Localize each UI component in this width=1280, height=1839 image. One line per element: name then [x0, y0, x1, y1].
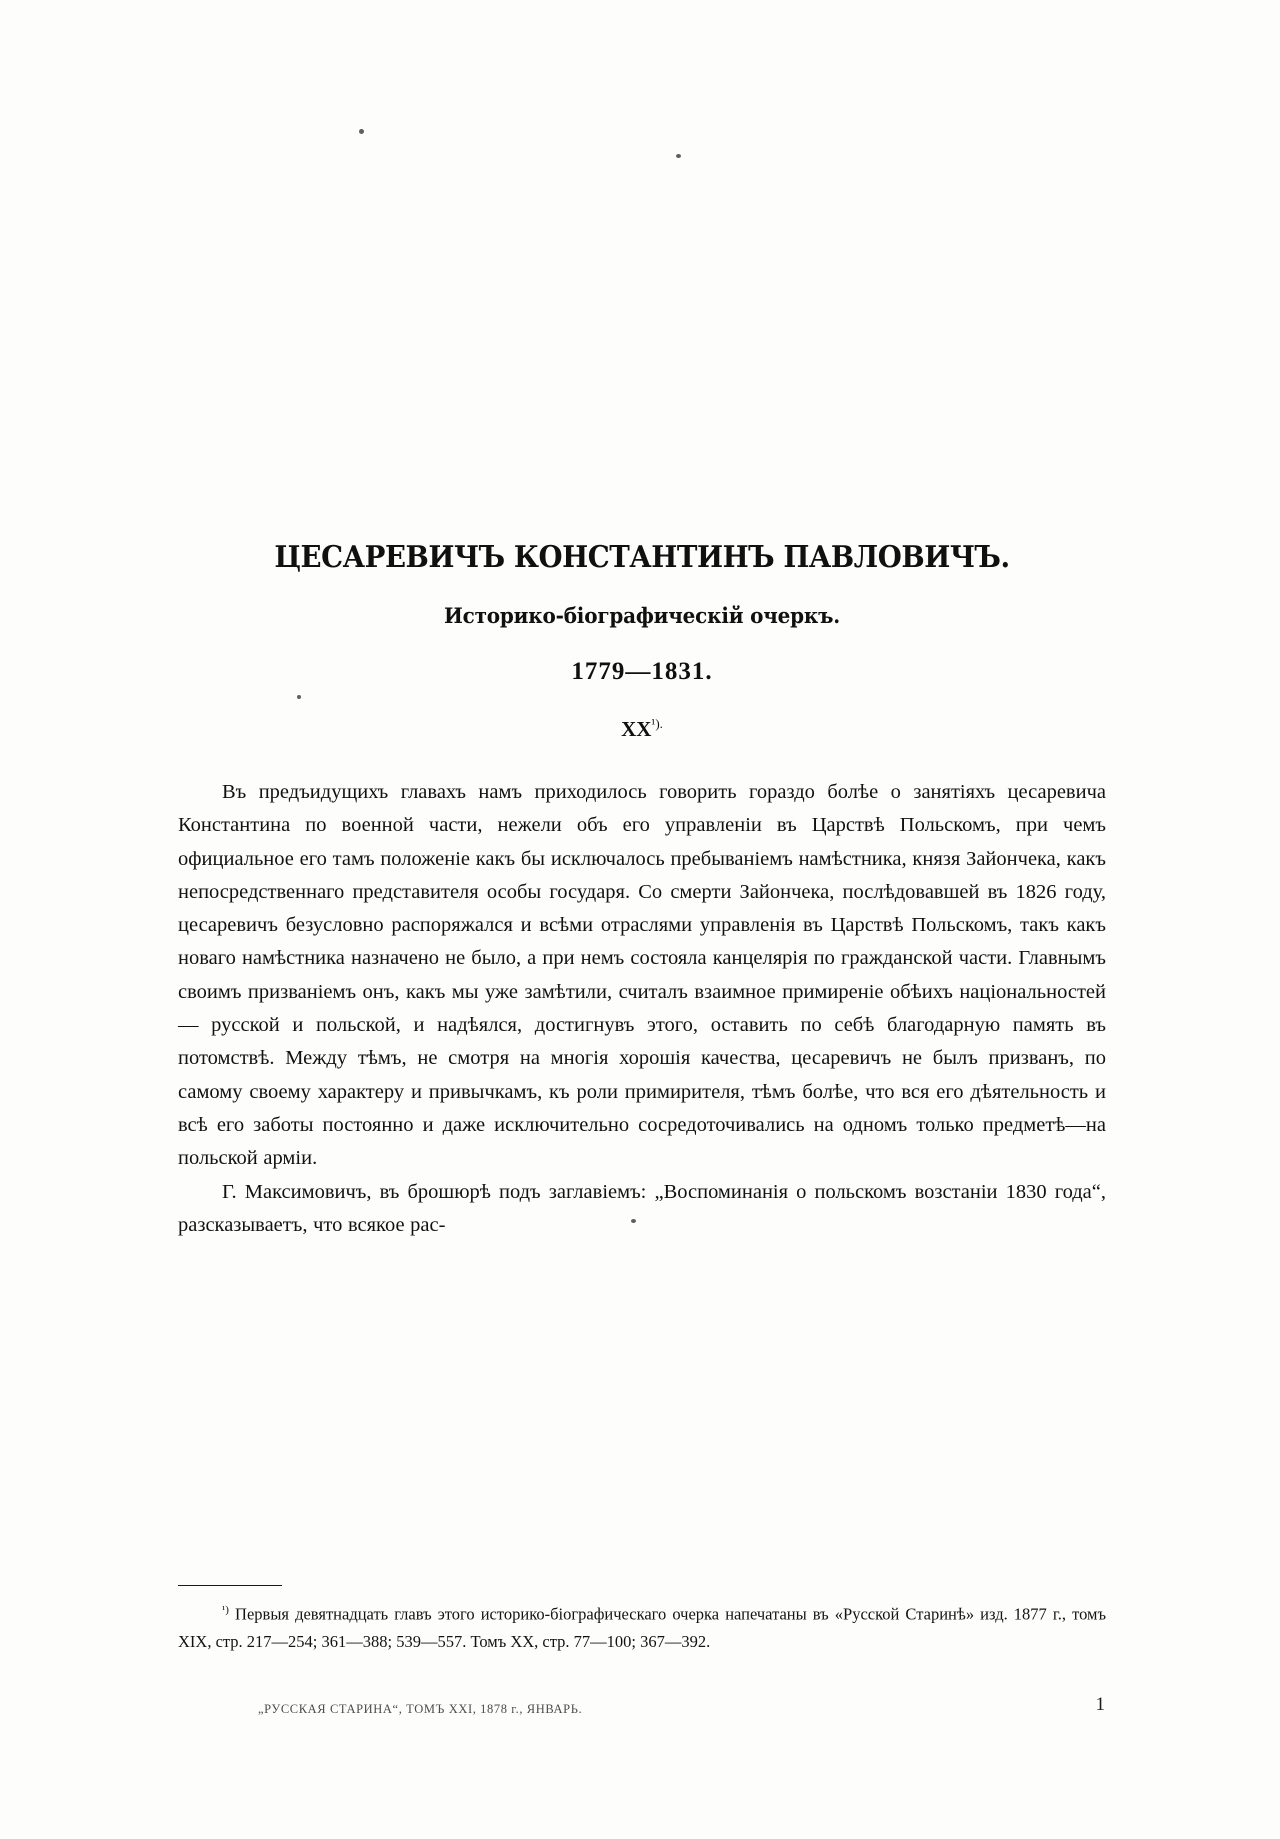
chapter-heading [178, 686, 1106, 742]
chapter-number: XX [621, 717, 652, 741]
date-range: 1779—1831. [571, 658, 713, 685]
footnote [178, 1597, 1106, 1655]
paragraph: Г. Максимовичъ, въ брошюрѣ подъ заглавіемъ: „Воспоминанія о польскомъ возстаніи 1830 года“, разсказываетъ, что всякое рас- [178, 1180, 1106, 1236]
chapter-footnote-marker: ¹). [651, 716, 663, 731]
paragraph: Въ предъидущихъ главахъ намъ приходилось говорить гораздо болѣе о занятіяхъ цесаревича Константина по военной части, нежели объ его управленіи въ Царствѣ Польскомъ, при чемъ официальное его тамъ положеніе какъ бы исключалось пребываніемъ намѣстника, князя Зайончека, какъ непосредственнаго представителя особы государя. Со смерти Зайончека, послѣдовавшей въ 1826 году, цесаревичъ безусловно распоряжался и всѣми отраслями управленія въ Царствѣ Польскомъ, такъ какъ новаго намѣстника назначено не было, а при немъ состояла канцелярія по гражданской части. Главнымъ своимъ призваніемъ онъ, какъ мы уже замѣтили, считалъ взаимное примиреніе обѣихъ національностей — русской и польской, и надѣялся, достигнувъ этого, оставить по себѣ благодарную память въ потомствѣ. Между тѣмъ, не смотря на многія хорошія качества, цесаревичъ не былъ призванъ, по самому своему характеру и привычкамъ, къ роли примирителя, тѣмъ болѣе, что вся его дѣятельность и всѣ его заботы постоянно и даже исключительно сосредоточивались на одномъ только предметѣ—на польской арміи. [178, 781, 1106, 1170]
footnote-marker: ¹) [222, 1604, 229, 1616]
page-title: ЦЕСАРЕВИЧЪ КОНСТАНТИНЪ ПАВЛОВИЧЪ. [274, 540, 1010, 575]
running-footer: „РУССКАЯ СТАРИНА“, ТОМЪ XXI, 1878 г., ЯНВАРЬ. [258, 1702, 583, 1716]
page-subtitle: Историко-біографическій очеркъ. [443, 603, 840, 628]
footnote-divider [178, 1585, 282, 1586]
document-body [178, 0, 1106, 1242]
page-number: 1 [1095, 1694, 1105, 1715]
footnote-text: Первыя девятнадцать главъ этого историко-біографическаго очерка напечатаны въ «Русской Старинѣ» изд. 1877 г., томъ XIX, стр. 217—254; 361—388; 539—557. Томъ XX, стр. 77—100; 367—392. [178, 1604, 1106, 1651]
